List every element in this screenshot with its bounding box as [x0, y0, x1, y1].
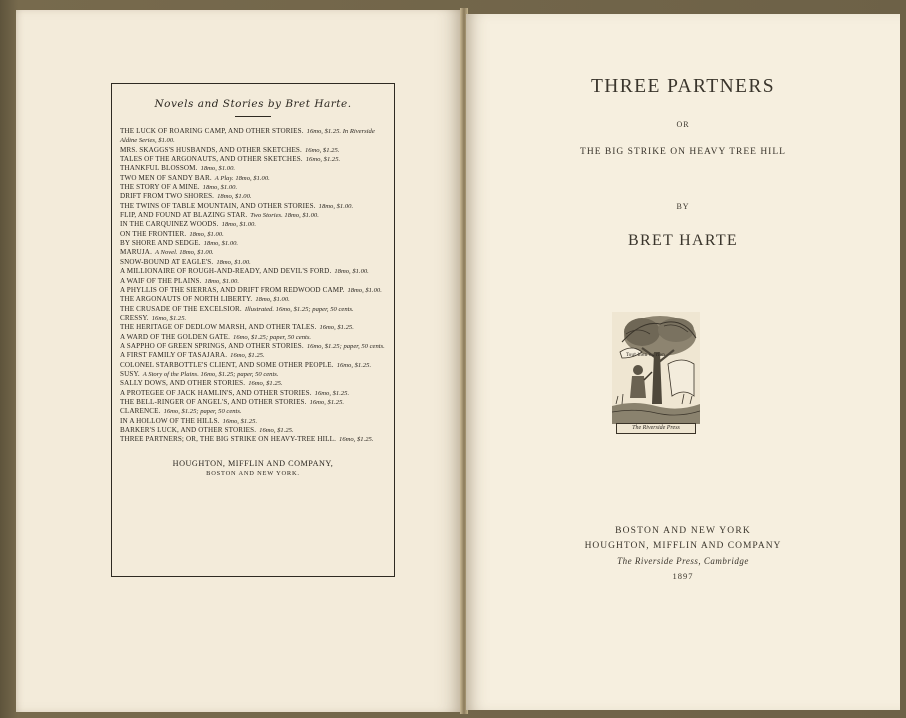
- catalog-entry: [120, 342, 386, 351]
- catalog-entry: [120, 277, 386, 286]
- publisher-city-line: BOSTON AND NEW YORK: [615, 526, 751, 536]
- catalog-entry: [120, 398, 386, 407]
- catalog-entry-title: IN THE CARQUINEZ WOODS.: [120, 220, 219, 229]
- catalog-entry-title: THE STORY OF A MINE.: [120, 183, 200, 192]
- catalog-entry-title: THE HERITAGE OF DEDLOW MARSH, AND OTHER TALES.: [120, 323, 317, 332]
- catalog-entry-details: A Story of the Plains. 16mo, $1.25; paper, 50 cents.: [142, 370, 279, 378]
- catalog-entry-title: IN A HOLLOW OF THE HILLS.: [120, 416, 220, 425]
- catalog-entry-title: BARKER'S LUCK, AND OTHER STORIES.: [120, 426, 257, 434]
- catalog-entry: [120, 323, 386, 332]
- catalog-entry: [120, 258, 386, 267]
- catalog-entry-details: 16mo, $1.25.: [319, 324, 354, 332]
- catalog-entry-title: A SAPPHO OF GREEN SPRINGS, AND OTHER STORIES.: [120, 341, 304, 350]
- catalog-entry-details: 18mo, $1.00.: [189, 230, 224, 238]
- publication-year: 1897: [672, 571, 694, 581]
- catalog-entry: [120, 435, 386, 444]
- catalog-entry-title: MARUJA.: [120, 248, 152, 257]
- catalog-entry-details: 16mo, $1.25.: [336, 361, 372, 369]
- catalog-entry: [120, 127, 386, 146]
- catalog-entry: [120, 305, 386, 314]
- catalog-entry-details: Illustrated. 16mo, $1.25; paper, 50 cents.: [244, 305, 354, 313]
- catalog-entry-title: BY SHORE AND SEDGE.: [120, 239, 201, 248]
- catalog-publisher: HOUGHTON, MIFFLIN AND COMPANY,: [172, 458, 334, 468]
- catalog-entry: [120, 379, 386, 388]
- catalog-entry-title: COLONEL STARBOTTLE'S CLIENT, AND SOME OTHER PEOPLE.: [120, 360, 334, 369]
- catalog-entry-title: A PHYLLIS OF THE SIERRAS, AND DRIFT FROM REDWOOD CAMP.: [120, 285, 345, 294]
- book-title: THREE PARTNERS: [590, 76, 776, 97]
- catalog-entry: [120, 417, 386, 426]
- catalog-entry-details: 16mo, $1.25; paper, 50 cents.: [306, 342, 385, 350]
- catalog-entry-details: 18mo, $1.00.: [255, 296, 290, 304]
- imprint-illustration-icon: [612, 312, 700, 424]
- catalog-entry-title: THE LUCK OF ROARING CAMP, AND OTHER STORIES.: [120, 127, 304, 135]
- imprint-label: The Riverside Press: [616, 423, 696, 434]
- catalog-title: Novels and Stories by Bret Harte.: [154, 98, 352, 110]
- catalog-entry: [120, 407, 386, 416]
- catalog-entry-details: 18mo, $1.00.: [203, 240, 239, 248]
- catalog-entry-title: FLIP, AND FOUND AT BLAZING STAR.: [120, 211, 248, 220]
- catalog-entry: [120, 389, 386, 398]
- catalog-entry: [120, 230, 386, 239]
- book-subtitle: THE BIG STRIKE ON HEAVY TREE HILL: [580, 147, 786, 157]
- catalog-entry: [120, 239, 386, 248]
- catalog-entry: [120, 248, 386, 257]
- catalog-entry-title: TWO MEN OF SANDY BAR.: [120, 173, 212, 182]
- catalog-entry-details: 18mo, $1.00.: [202, 184, 238, 192]
- catalog-entry: [120, 174, 386, 183]
- catalog-entry-title: CRESSY.: [120, 313, 149, 322]
- catalog-entry: [120, 183, 386, 192]
- catalog-entry-title: TALES OF THE ARGONAUTS, AND OTHER SKETCHES.: [120, 155, 303, 164]
- catalog-entry-details: 16mo, $1.25.: [230, 352, 265, 360]
- catalog-entry-details: 16mo, $1.25.: [305, 156, 341, 164]
- catalog-entry: [120, 351, 386, 360]
- catalog-entry-title: A PROTEGEE OF JACK HAMLIN'S, AND OTHER STORIES.: [120, 388, 312, 397]
- catalog-entry-details: 16mo, $1.25; paper, 50 cents.: [233, 333, 312, 341]
- catalog-entry-title: THE TWINS OF TABLE MOUNTAIN, AND OTHER STORIES.: [120, 201, 316, 210]
- catalog-entry: [120, 146, 386, 155]
- catalog-entry-details: 18mo, $1.00.: [318, 202, 354, 210]
- catalog-entry-details: 16mo, $1.25.: [248, 380, 283, 388]
- catalog-publisher-city: BOSTON AND NEW YORK.: [206, 469, 300, 477]
- catalog-entry-title: SALLY DOWS, AND OTHER STORIES.: [120, 379, 246, 388]
- catalog-entry-details: 18mo, $1.00.: [200, 165, 236, 173]
- catalog-entry: [120, 286, 386, 295]
- catalog-entry-details: 16mo, $1.25. In Riverside Aldine Series, $1.00.: [120, 128, 375, 145]
- catalog-entry: [120, 361, 386, 370]
- catalog-entry-details: 18mo, $1.00.: [217, 193, 252, 201]
- catalog-entry: [120, 155, 386, 164]
- catalog-entry-title: MRS. SKAGGS'S HUSBANDS, AND OTHER SKETCHES.: [120, 145, 302, 154]
- right-page: [466, 14, 900, 710]
- catalog-entry-details: 16mo, $1.25.: [339, 436, 374, 444]
- catalog-entry-details: 16mo, $1.25.: [304, 146, 340, 154]
- catalog-entry-details: 16mo, $1.25.: [314, 389, 350, 397]
- catalog-entry-title: THE BELL-RINGER OF ANGEL'S, AND OTHER STORIES.: [120, 397, 307, 406]
- catalog-entry: [120, 295, 386, 304]
- catalog-entry-title: ON THE FRONTIER.: [120, 229, 187, 238]
- catalog-entry: [120, 211, 386, 220]
- catalog-entry-title: THE CRUSADE OF THE EXCELSIOR.: [120, 304, 242, 313]
- catalog-entry-details: 16mo, $1.25.: [309, 398, 345, 406]
- catalog-entries: [120, 127, 386, 445]
- press-line: The Riverside Press, Cambridge: [617, 556, 749, 566]
- catalog-entry-title: SUSY.: [120, 369, 140, 378]
- catalog-box: [111, 83, 395, 577]
- by-line: BY: [676, 202, 690, 211]
- catalog-entry-details: 16mo, $1.25.: [259, 427, 294, 434]
- catalog-entry-details: 16mo, $1.25.: [151, 314, 187, 322]
- catalog-entry-details: 18mo, $1.00.: [334, 268, 369, 276]
- catalog-entry-title: THREE PARTNERS; OR, THE BIG STRIKE ON HEAVY-TREE HILL.: [120, 435, 337, 444]
- catalog-entry-title: A MILLIONAIRE OF ROUGH-AND-READY, AND DEVIL'S FORD.: [120, 267, 332, 276]
- catalog-entry-details: A Novel. 18mo, $1.00.: [155, 249, 214, 257]
- catalog-entry: [120, 192, 386, 201]
- catalog-entry: [120, 202, 386, 211]
- catalog-entry-title: THE ARGONAUTS OF NORTH LIBERTY.: [120, 295, 253, 304]
- imprint-motto-text: Tout bien ou rien: [626, 353, 665, 358]
- catalog-entry: [120, 164, 386, 173]
- catalog-entry-details: 18mo, $1.00.: [221, 221, 256, 229]
- catalog-entry: [120, 370, 386, 379]
- catalog-entry: [120, 333, 386, 342]
- title-or: OR: [676, 120, 690, 129]
- catalog-entry-title: A WAIF OF THE PLAINS.: [120, 276, 202, 285]
- author-name: BRET HARTE: [628, 232, 738, 249]
- catalog-entry-details: A Play. 18mo, $1.00.: [214, 174, 270, 182]
- catalog-entry: [120, 314, 386, 323]
- riverside-press-imprint: [612, 312, 700, 436]
- left-page: [16, 10, 462, 712]
- catalog-entry-title: DRIFT FROM TWO SHORES.: [120, 192, 215, 201]
- catalog-entry-details: 18mo, $1.00.: [216, 258, 251, 266]
- catalog-entry-details: 16mo, $1.25; paper, 50 cents.: [163, 408, 242, 416]
- catalog-entry-title: A WARD OF THE GOLDEN GATE.: [120, 332, 231, 341]
- catalog-entry-details: 18mo, $1.00.: [347, 286, 382, 294]
- catalog-entry: [120, 426, 386, 435]
- catalog-entry-title: CLARENCE.: [120, 407, 161, 416]
- catalog-divider: [235, 116, 271, 117]
- catalog-entry-details: 16mo, $1.25.: [222, 417, 258, 425]
- catalog-entry-title: SNOW-BOUND AT EAGLE'S.: [120, 257, 214, 266]
- catalog-entry: [120, 220, 386, 229]
- catalog-entry-title: A FIRST FAMILY OF TASAJARA.: [120, 351, 228, 360]
- catalog-entry-details: 18mo, $1.00.: [204, 277, 239, 285]
- catalog-entry-details: Two Stories. 18mo, $1.00.: [250, 212, 319, 220]
- publisher-name-line: HOUGHTON, MIFFLIN AND COMPANY: [584, 541, 782, 551]
- catalog-entry: [120, 267, 386, 276]
- catalog-entry-title: THANKFUL BLOSSOM.: [120, 164, 198, 173]
